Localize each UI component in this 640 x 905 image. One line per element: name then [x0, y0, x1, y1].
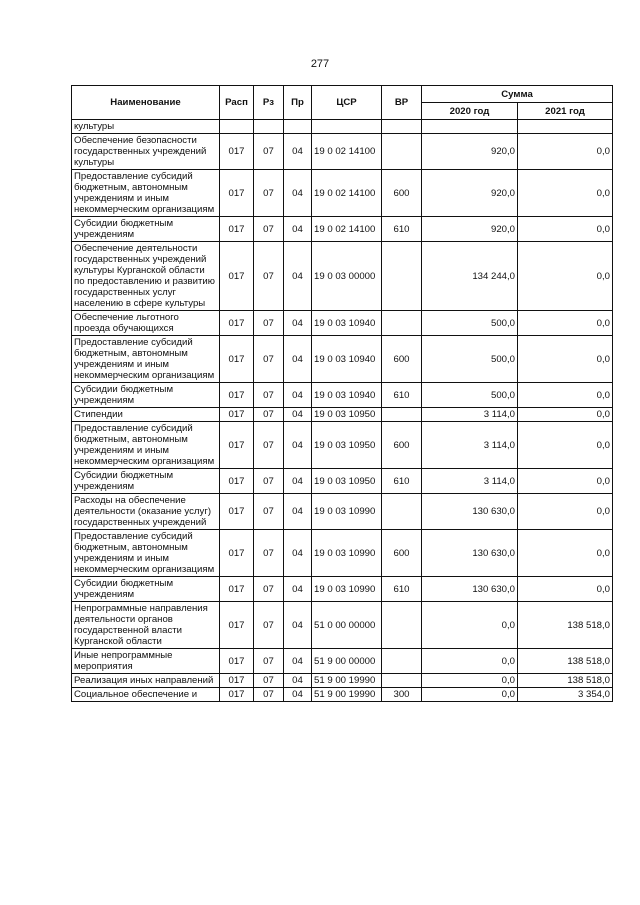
cell-2020: 920,0 [422, 134, 518, 170]
cell-rz: 07 [254, 217, 284, 242]
cell-rz: 07 [254, 530, 284, 577]
cell-rz: 07 [254, 242, 284, 311]
cell-vr [382, 649, 422, 674]
cell-vr: 600 [382, 170, 422, 217]
cell-rasp: 017 [220, 577, 254, 602]
cell-2021: 0,0 [518, 383, 613, 408]
cell-rasp: 017 [220, 242, 254, 311]
cell-2020: 500,0 [422, 336, 518, 383]
cell-2021: 0,0 [518, 336, 613, 383]
cell-rasp: 017 [220, 469, 254, 494]
table-body [72, 120, 613, 702]
cell-rasp: 017 [220, 311, 254, 336]
cell-name: Социальное обеспечение и [72, 688, 220, 702]
table-row [72, 170, 613, 217]
cell-name: Субсидии бюджетным учреждениям [72, 577, 220, 602]
cell-name: Предоставление субсидий бюджетным, автономным учреждениям и иным некоммерческим организациям [72, 530, 220, 577]
cell-csr: 51 9 00 19990 [312, 674, 382, 688]
cell-vr [382, 408, 422, 422]
cell-vr: 610 [382, 217, 422, 242]
cell-2021: 138 518,0 [518, 649, 613, 674]
cell-csr: 19 0 03 10940 [312, 383, 382, 408]
cell-2020: 920,0 [422, 170, 518, 217]
cell-2021: 0,0 [518, 577, 613, 602]
cell-name: Предоставление субсидий бюджетным, автономным учреждениям и иным некоммерческим организациям [72, 336, 220, 383]
cell-name: Субсидии бюджетным учреждениям [72, 469, 220, 494]
table-row [72, 602, 613, 649]
table-header [72, 86, 613, 120]
cell-vr [382, 494, 422, 530]
cell-rz: 07 [254, 408, 284, 422]
cell-rasp: 017 [220, 170, 254, 217]
cell-2021: 0,0 [518, 134, 613, 170]
cell-csr: 51 0 00 00000 [312, 602, 382, 649]
cell-vr [382, 134, 422, 170]
cell-csr: 19 0 02 14100 [312, 217, 382, 242]
cell-pr: 04 [284, 311, 312, 336]
cell-csr: 19 0 03 10990 [312, 577, 382, 602]
table-row [72, 217, 613, 242]
cell-vr: 610 [382, 469, 422, 494]
cell-pr: 04 [284, 494, 312, 530]
cell-vr: 600 [382, 422, 422, 469]
cell-pr: 04 [284, 688, 312, 702]
table-row [72, 336, 613, 383]
table-row [72, 120, 613, 134]
header-sum: Сумма [422, 86, 613, 103]
cell-csr: 19 0 03 10940 [312, 311, 382, 336]
table-row [72, 242, 613, 311]
cell-rasp: 017 [220, 688, 254, 702]
cell-rasp: 017 [220, 602, 254, 649]
header-name: Наименование [72, 86, 220, 120]
cell-csr: 19 0 03 10940 [312, 336, 382, 383]
cell-csr [312, 120, 382, 134]
header-2020: 2020 год [422, 103, 518, 120]
cell-rz: 07 [254, 311, 284, 336]
header-vr: ВР [382, 86, 422, 120]
cell-2021: 0,0 [518, 469, 613, 494]
header-2021: 2021 год [518, 103, 613, 120]
cell-csr: 19 0 02 14100 [312, 170, 382, 217]
cell-name: Обеспечение льготного проезда обучающихся [72, 311, 220, 336]
cell-pr: 04 [284, 577, 312, 602]
cell-rz: 07 [254, 674, 284, 688]
page-number: 277 [310, 58, 330, 70]
cell-pr: 04 [284, 134, 312, 170]
cell-csr: 19 0 03 10950 [312, 408, 382, 422]
cell-rz: 07 [254, 688, 284, 702]
cell-csr: 19 0 03 10990 [312, 494, 382, 530]
header-csr: ЦСР [312, 86, 382, 120]
cell-2020: 0,0 [422, 602, 518, 649]
table-row [72, 494, 613, 530]
cell-2020: 500,0 [422, 383, 518, 408]
cell-2021: 0,0 [518, 311, 613, 336]
cell-2021: 0,0 [518, 170, 613, 217]
cell-csr: 51 9 00 00000 [312, 649, 382, 674]
cell-2020: 920,0 [422, 217, 518, 242]
header-pr: Пр [284, 86, 312, 120]
table-row [72, 530, 613, 577]
cell-csr: 19 0 03 10990 [312, 530, 382, 577]
cell-rz: 07 [254, 577, 284, 602]
cell-2021: 138 518,0 [518, 674, 613, 688]
table-row [72, 577, 613, 602]
table-row [72, 134, 613, 170]
cell-pr: 04 [284, 383, 312, 408]
cell-2020: 0,0 [422, 688, 518, 702]
cell-2020: 0,0 [422, 649, 518, 674]
cell-rz [254, 120, 284, 134]
table-row [72, 688, 613, 702]
cell-2020: 134 244,0 [422, 242, 518, 311]
cell-rz: 07 [254, 336, 284, 383]
cell-rasp: 017 [220, 494, 254, 530]
cell-2020: 130 630,0 [422, 530, 518, 577]
cell-csr: 19 0 03 10950 [312, 422, 382, 469]
cell-vr: 600 [382, 530, 422, 577]
cell-name: Стипендии [72, 408, 220, 422]
cell-vr [382, 674, 422, 688]
cell-2020: 130 630,0 [422, 577, 518, 602]
cell-name: Обеспечение деятельности государственных учреждений культуры Курганской области по предоставлению и развитию государственных услуг населению в сфере культуры [72, 242, 220, 311]
cell-rasp: 017 [220, 408, 254, 422]
cell-2020: 500,0 [422, 311, 518, 336]
cell-rz: 07 [254, 170, 284, 217]
cell-2020: 3 114,0 [422, 408, 518, 422]
cell-rz: 07 [254, 383, 284, 408]
cell-name: Расходы на обеспечение деятельности (оказание услуг) государственных учреждений [72, 494, 220, 530]
cell-pr: 04 [284, 422, 312, 469]
cell-2021: 3 354,0 [518, 688, 613, 702]
cell-rz: 07 [254, 649, 284, 674]
cell-vr: 600 [382, 336, 422, 383]
cell-rasp: 017 [220, 383, 254, 408]
table-row [72, 469, 613, 494]
cell-name: Субсидии бюджетным учреждениям [72, 217, 220, 242]
cell-name: Иные непрограммные мероприятия [72, 649, 220, 674]
cell-2021: 0,0 [518, 494, 613, 530]
cell-2021: 138 518,0 [518, 602, 613, 649]
cell-rasp: 017 [220, 336, 254, 383]
cell-vr [382, 242, 422, 311]
table-row [72, 383, 613, 408]
cell-pr: 04 [284, 649, 312, 674]
cell-rz: 07 [254, 422, 284, 469]
table-row [72, 311, 613, 336]
cell-vr: 610 [382, 383, 422, 408]
cell-pr: 04 [284, 530, 312, 577]
cell-2020: 3 114,0 [422, 422, 518, 469]
cell-2020 [422, 120, 518, 134]
budget-table [71, 85, 613, 702]
cell-name: Реализация иных направлений [72, 674, 220, 688]
cell-vr [382, 120, 422, 134]
cell-pr: 04 [284, 469, 312, 494]
cell-rasp: 017 [220, 674, 254, 688]
table-row [72, 422, 613, 469]
cell-vr: 300 [382, 688, 422, 702]
cell-rz: 07 [254, 134, 284, 170]
cell-2021: 0,0 [518, 422, 613, 469]
cell-rz: 07 [254, 494, 284, 530]
cell-name: культуры [72, 120, 220, 134]
cell-rasp: 017 [220, 134, 254, 170]
cell-name: Предоставление субсидий бюджетным, автономным учреждениям и иным некоммерческим организациям [72, 170, 220, 217]
cell-rz: 07 [254, 469, 284, 494]
cell-vr [382, 311, 422, 336]
cell-csr: 19 0 03 00000 [312, 242, 382, 311]
cell-rasp: 017 [220, 530, 254, 577]
cell-pr: 04 [284, 242, 312, 311]
cell-2021 [518, 120, 613, 134]
cell-csr: 19 0 03 10950 [312, 469, 382, 494]
header-rz: Рз [254, 86, 284, 120]
cell-2020: 3 114,0 [422, 469, 518, 494]
cell-rasp: 017 [220, 649, 254, 674]
cell-csr: 19 0 02 14100 [312, 134, 382, 170]
cell-2020: 0,0 [422, 674, 518, 688]
cell-rz: 07 [254, 602, 284, 649]
cell-name: Предоставление субсидий бюджетным, автономным учреждениям и иным некоммерческим организациям [72, 422, 220, 469]
cell-pr [284, 120, 312, 134]
cell-rasp: 017 [220, 422, 254, 469]
cell-2021: 0,0 [518, 408, 613, 422]
table-row [72, 408, 613, 422]
cell-2021: 0,0 [518, 217, 613, 242]
cell-pr: 04 [284, 408, 312, 422]
cell-name: Обеспечение безопасности государственных учреждений культуры [72, 134, 220, 170]
cell-pr: 04 [284, 674, 312, 688]
cell-2020: 130 630,0 [422, 494, 518, 530]
cell-rasp: 017 [220, 217, 254, 242]
cell-vr: 610 [382, 577, 422, 602]
table-row [72, 649, 613, 674]
cell-name: Непрограммные направления деятельности органов государственной власти Курганской области [72, 602, 220, 649]
cell-rasp [220, 120, 254, 134]
cell-pr: 04 [284, 336, 312, 383]
cell-2021: 0,0 [518, 242, 613, 311]
cell-csr: 51 9 00 19990 [312, 688, 382, 702]
header-rasp: Расп [220, 86, 254, 120]
cell-pr: 04 [284, 602, 312, 649]
cell-pr: 04 [284, 217, 312, 242]
cell-vr [382, 602, 422, 649]
cell-pr: 04 [284, 170, 312, 217]
cell-2021: 0,0 [518, 530, 613, 577]
cell-name: Субсидии бюджетным учреждениям [72, 383, 220, 408]
table-row [72, 674, 613, 688]
